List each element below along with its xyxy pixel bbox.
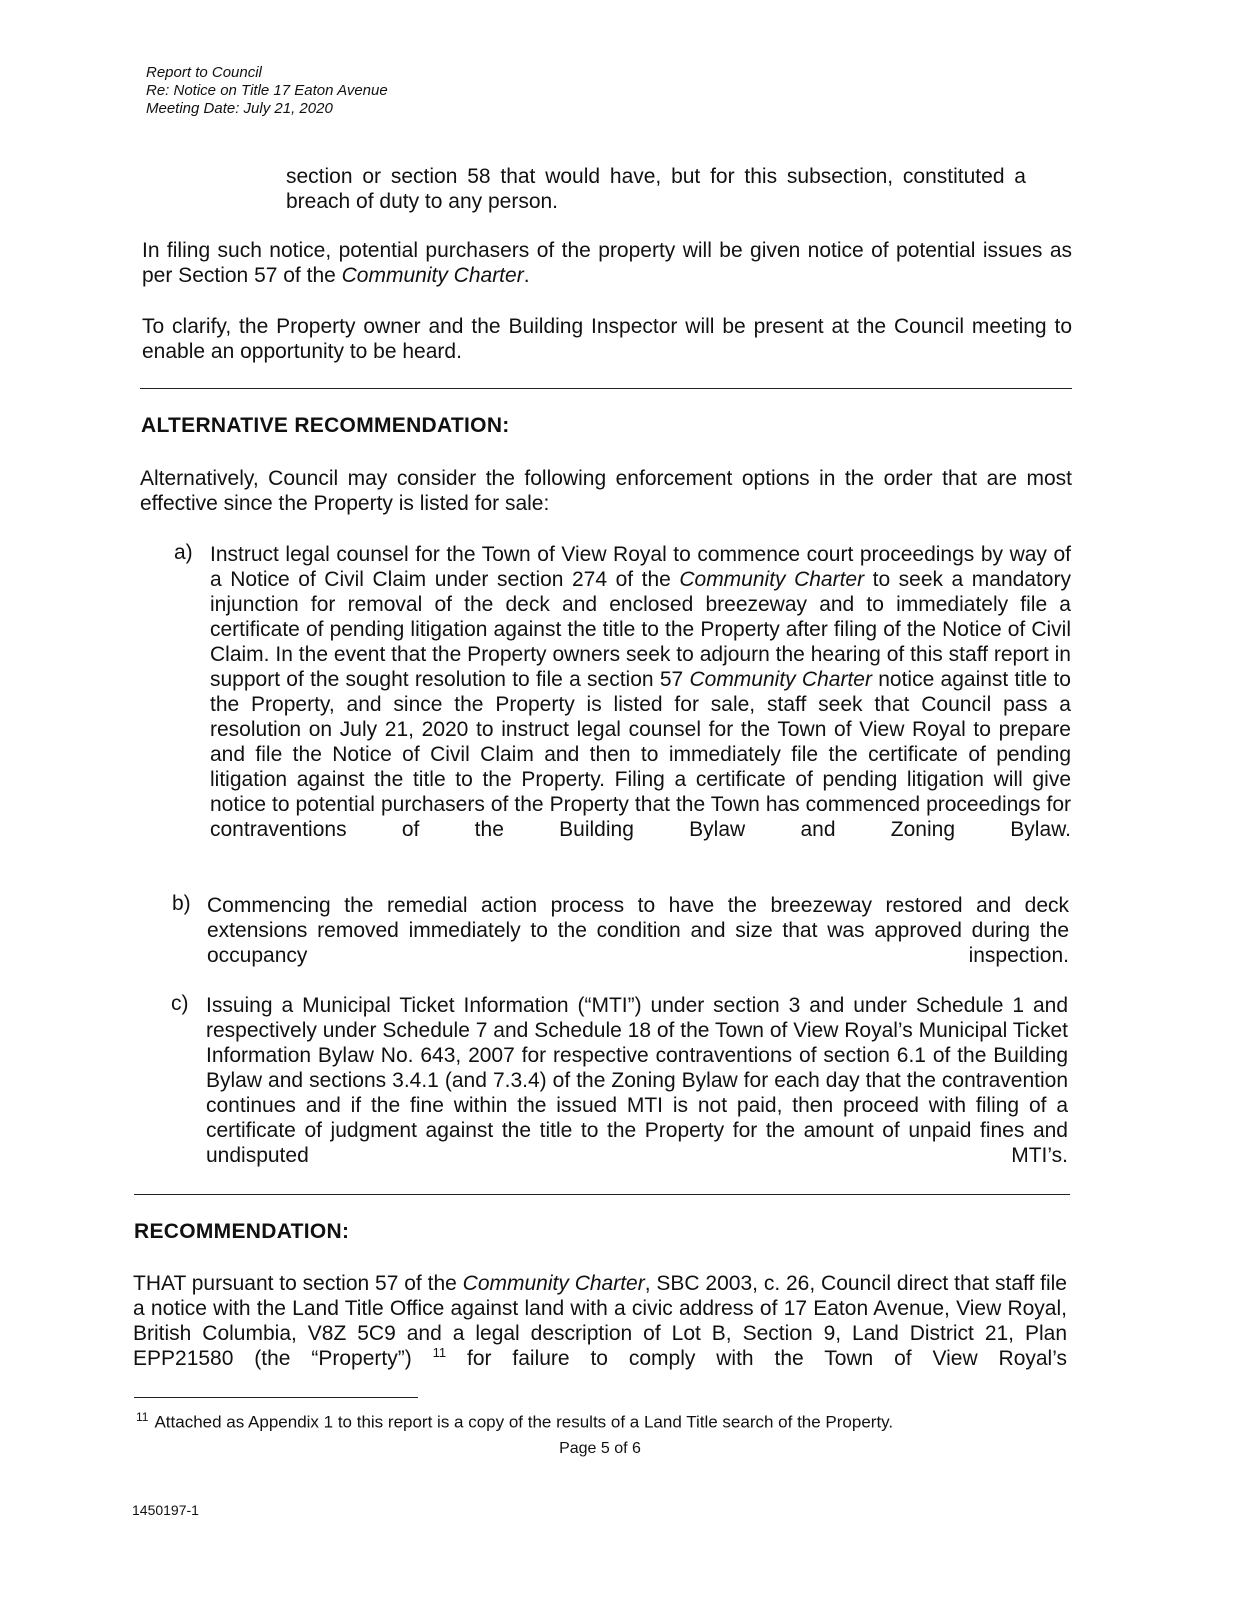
alternative-intro: Alternatively, Council may consider the following enforcement options in the order that are most effective since the Property is listed for sale:	[140, 467, 1072, 515]
item-a-text	[210, 542, 1071, 842]
footnote-reference: 11	[432, 1345, 447, 1360]
item-c-text: Issuing a Municipal Ticket Information (“MTI”) under section 3 and under Schedule 1 and respectively under Schedule 7 and Schedule 18 of the Town of View Royal’s Municipal Ticket Information Bylaw No. 643, 2007 for respective contraventions of section 6.1 of the Building Bylaw and sections 3.4.1 (and 7.3.4) of the Zoning Bylaw for each day that the contravention continues and if the fine within the issued MTI is not paid, then proceed with filing of a certificate of judgment against the title to the Property for the amount of unpaid fines and undisputed MTI’s.	[206, 994, 1068, 1167]
item-a-charter-ref: Community Charter	[679, 568, 865, 591]
recommendation-charter-ref: Community Charter	[462, 1272, 645, 1295]
quoted-section-continuation: section or section 58 that would have, but for this subsection, constituted a breach of duty to any person.	[286, 165, 1026, 213]
document-id: 1450197-1	[132, 1502, 199, 1518]
alternative-recommendation-heading: ALTERNATIVE RECOMMENDATION:	[141, 414, 510, 437]
recommendation-part3: for failure to comply with the Town of View Royal’s	[446, 1347, 1068, 1370]
item-a-part1: Instruct legal counsel for the Town of View Royal to commence court proceedings by way of a Notice of Civil Claim under section 274 of the	[210, 543, 1071, 591]
report-header	[146, 64, 388, 118]
item-b-text: Commencing the remedial action process to have the breezeway restored and deck extensions removed immediately to the condition and size that was approved during the occupancy inspection.	[207, 894, 1069, 967]
footnote-text: Attached as Appendix 1 to this report is a copy of the results of a Land Title search of the Property.	[154, 1412, 894, 1432]
header-meeting-date: Meeting Date: July 21, 2020	[146, 100, 333, 117]
section-divider	[140, 388, 1072, 389]
item-a-charter-ref-2: Community Charter	[689, 668, 872, 691]
header-subject: Re: Notice on Title 17 Eaton Avenue	[146, 82, 388, 99]
notice-text-end: .	[523, 264, 530, 287]
footnote-number: 11	[136, 1410, 149, 1424]
recommendation-part2: , SBC 2003, c. 26, Council direct that staff file a notice with the Land Title Office against land with a civic address of 17 Eaton Avenue, View Royal, British Columbia, V8Z 5C9 and a legal description of Lot B, Section 9, Land District 21, Plan EPP21580 (the “Property”)	[133, 1272, 1067, 1370]
footnote-divider	[134, 1397, 418, 1398]
header-report-title: Report to Council	[146, 64, 262, 81]
recommendation-text	[133, 1271, 1067, 1371]
page-number: Page 5 of 6	[559, 1440, 641, 1457]
item-c-label: c)	[171, 992, 189, 1015]
recommendation-heading: RECOMMENDATION:	[134, 1220, 350, 1243]
item-a-part2: to seek a mandatory injunction for removal of the deck and enclosed breezeway and to immediately file a certificate of pending litigation against the title to the Property after filing of the Notice of Civil Claim. In the event that the Property owners seek to adjourn the hearing of this staff report in support of the sought resolution to file a section 57	[210, 568, 1071, 691]
notice-text: In filing such notice, potential purchasers of the property will be given notice of potential issues as per Section 57 of the	[142, 239, 1072, 287]
footnote	[136, 1410, 893, 1433]
item-b-label: b)	[172, 892, 191, 915]
recommendation-part1: THAT pursuant to section 57 of the	[133, 1272, 463, 1295]
notice-paragraph	[142, 238, 1072, 288]
section-divider-2	[134, 1194, 1070, 1195]
notice-charter-ref: Community Charter	[341, 264, 524, 287]
clarify-paragraph: To clarify, the Property owner and the Building Inspector will be present at the Council meeting to enable an opportunity to be heard.	[142, 315, 1072, 363]
item-a-part3: notice against title to the Property, and since the Property is listed for sale, staff seek that Council pass a resolution on July 21, 2020 to instruct legal counsel for the Town of View Royal to prepare and file the Notice of Civil Claim and then to immediately file the certificate of pending litigation against the title to the Property. Filing a certificate of pending litigation will give notice to potential purchasers of the Property that the Town has commenced proceedings for contraventions of the Building Bylaw and Zoning Bylaw.	[210, 668, 1071, 841]
item-a-label: a)	[174, 541, 193, 564]
